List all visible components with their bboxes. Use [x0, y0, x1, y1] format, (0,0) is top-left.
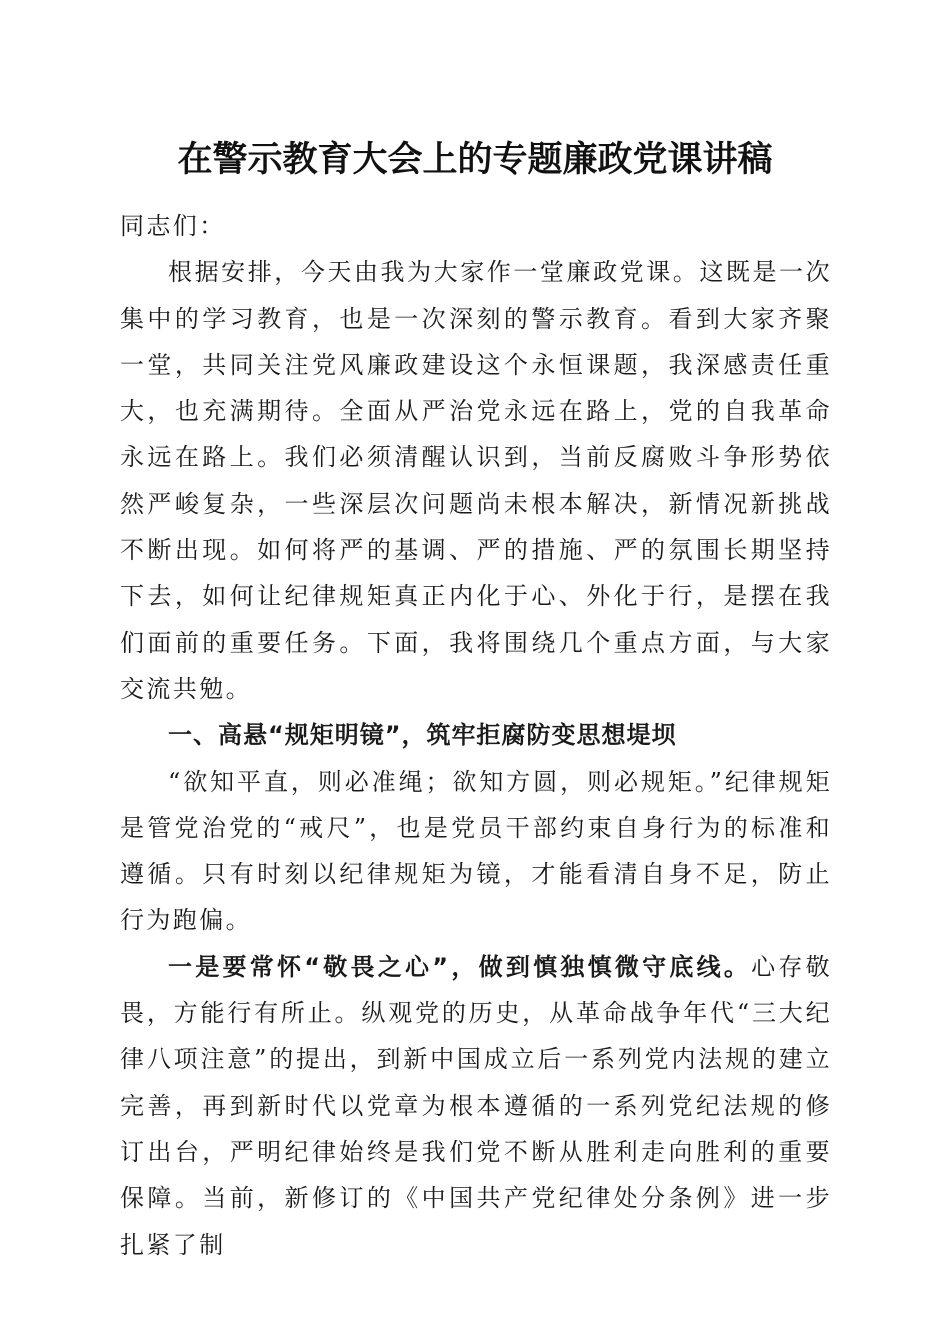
point-1-lead: 一是要常怀“敬畏之心”，做到慎独慎微守底线。	[168, 952, 752, 981]
greeting: 同志们：	[120, 212, 226, 240]
point-1-body: 心存敬畏，方能行有所止。纵观党的历史，从革命战争年代“三大纪律八项注意”的提出，到新中国成立后一系列党内法规的建立完善，再到新时代以党章为根本遵循的一系列党纪法规的修订出台，严明纪律始终是我们党不断从胜利走向胜利的重要保障。当前，新修订的《中国共产党纪律处分条例》进一步扎紧了制	[120, 952, 832, 1259]
section-1-paragraph: “欲知平直，则必准绳；欲知方圆，则必规矩。”纪律规矩是管党治党的“戒尺”，也是党员干部约束自身行为的标准和遵循。只有时刻以纪律规矩为镜，才能看清自身不足，防止行为跑偏。	[120, 767, 832, 935]
section-heading-1: 一、高悬“规矩明镜”，筑牢拒腐防变思想堤坝	[168, 721, 677, 750]
intro-paragraph: 根据安排，今天由我为大家作一堂廉政党课。这既是一次集中的学习教育，也是一次深刻的警示教育。看到大家齐聚一堂，共同关注党风廉政建设这个永恒课题，我深感责任重大，也充满期待。全面从严治党永远在路上，党的自我革命永远在路上。我们必须清醒认识到，当前反腐败斗争形势依然严峻复杂，一些深层次问题尚未根本解决，新情况新挑战不断出现。如何将严的基调、严的措施、严的氛围长期坚持下去，如何让纪律规矩真正内化于心、外化于行，是摆在我们面前的重要任务。下面，我将围绕几个重点方面，与大家交流共勉。	[120, 258, 832, 703]
point-1-paragraph	[120, 944, 832, 1268]
document-body	[120, 203, 832, 1268]
document-title: 在警示教育大会上的专题廉政党课讲稿	[177, 139, 773, 180]
